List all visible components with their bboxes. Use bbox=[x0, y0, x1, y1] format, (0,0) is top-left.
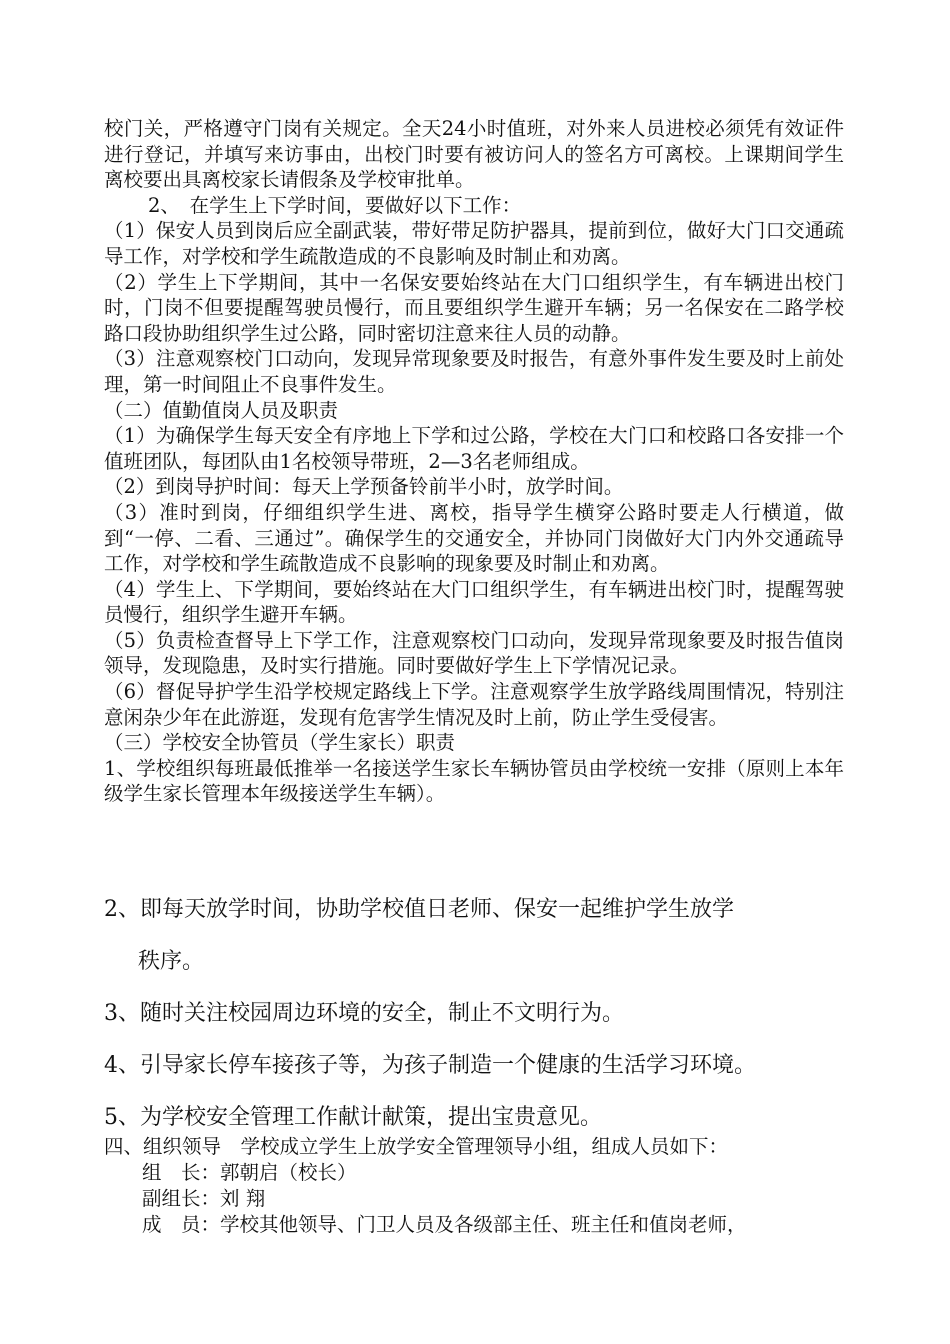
paragraph-guard-2: （2）学生上下学期间，其中一名保安要始终站在大门口组织学生，有车辆进出校门时，门岗不但要提醒驾驶员慢行，而且要组织学生避开车辆；另一名保安在二路学校路口段协助组织学生过公路，同时密切注意来往人员的动静。 bbox=[104, 270, 844, 345]
paragraph-guard-3: （3）注意观察校门口动向，发现异常现象要及时报告，有意外事件发生要及时上前处理，第一时间阻止不良事件发生。 bbox=[104, 347, 844, 396]
paragraph-duty-3: （3）准时到岗，仔细组织学生进、离校，指导学生横穿公路时要走人行横道，做到“一停、二看、三通过”。确保学生的交通安全，并协同门岗做好大门内外交通疏导工作，对学校和学生疏散造成不良影响的现象要及时制止和劝离。 bbox=[104, 500, 844, 576]
organization-heading: 四、组织领导 学校成立学生上放学安全管理领导小组，组成人员如下： bbox=[104, 1135, 729, 1158]
list-item-5: 5、为学校安全管理工作献计献策，提出宝贵意见。 bbox=[104, 1105, 602, 1130]
paragraph-duty-1: （1）为确保学生每天安全有序地上下学和过公路，学校在大门口和校路口各安排一个值班团队，每团队由1名校领导带班，2—3名老师组成。 bbox=[104, 424, 844, 473]
list-item-2-continuation: 秩序。 bbox=[138, 949, 205, 974]
safety-duties-section bbox=[104, 116, 844, 807]
paragraph-duty-4: （4）学生上、下学期间，要始终站在大门口组织学生，有车辆进出校门时，提醒驾驶员慢行，组织学生避开车辆。 bbox=[104, 577, 844, 627]
list-item-2: 2、即每天放学时间，协助学校值日老师、保安一起维护学生放学 bbox=[104, 897, 734, 922]
section-heading-duty-staff: （二）值勤值岗人员及职责 bbox=[104, 398, 339, 422]
group-members: 成 员：学校其他领导、门卫人员及各级部主任、班主任和值岗老师， bbox=[142, 1213, 747, 1236]
paragraph-guard-1: （1）保安人员到岗后应全副武装，带好带足防护器具，提前到位，做好大门口交通疏导工作，对学校和学生疏散造成的不良影响及时制止和劝离。 bbox=[104, 219, 844, 268]
deputy-leader: 副组长：刘 翔 bbox=[142, 1187, 266, 1210]
group-leader: 组 长：郭朝启（校长） bbox=[142, 1161, 357, 1184]
paragraph-gate-rules: 校门关，严格遵守门岗有关规定。全天24小时值班，对外来人员进校必须凭有效证件进行登记，并填写来访事由，出校门时要有被访问人的签名方可离校。上课期间学生离校要出具离校家长请假条及学校审批单。 bbox=[104, 117, 844, 192]
paragraph-duty-6: （6）督促导护学生沿学校规定路线上下学。注意观察学生放学路线周围情况，特别注意闲杂少年在此游逛，发现有危害学生情况及时上前，防止学生受侵害。 bbox=[104, 680, 844, 729]
paragraph-item-2-heading: 2、 在学生上下学时间，要做好以下工作： bbox=[148, 193, 522, 217]
section-heading-parent-assistants: （三）学校安全协管员（学生家长）职责 bbox=[104, 731, 456, 755]
paragraph-duty-2: （2）到岗导护时间：每天上学预备铃前半小时，放学时间。 bbox=[104, 475, 624, 499]
organization-section bbox=[104, 1134, 850, 1238]
paragraph-parent-item-1: 1、学校组织每班最低推举一名接送学生家长车辆协管员由学校统一安排（原则上本年级学生家长管理本年级接送学生车辆）。 bbox=[104, 756, 844, 806]
parent-duties-list bbox=[104, 890, 850, 1150]
paragraph-duty-5: （5）负责检查督导上下学工作，注意观察校门口动向，发现异常现象要及时报告值岗领导，发现隐患，及时实行措施。同时要做好学生上下学情况记录。 bbox=[104, 628, 844, 678]
list-item-4: 4、引导家长停车接孩子等，为孩子制造一个健康的生活学习环境。 bbox=[104, 1053, 756, 1078]
list-item-3: 3、随时关注校园周边环境的安全，制止不文明行为。 bbox=[104, 1001, 624, 1026]
